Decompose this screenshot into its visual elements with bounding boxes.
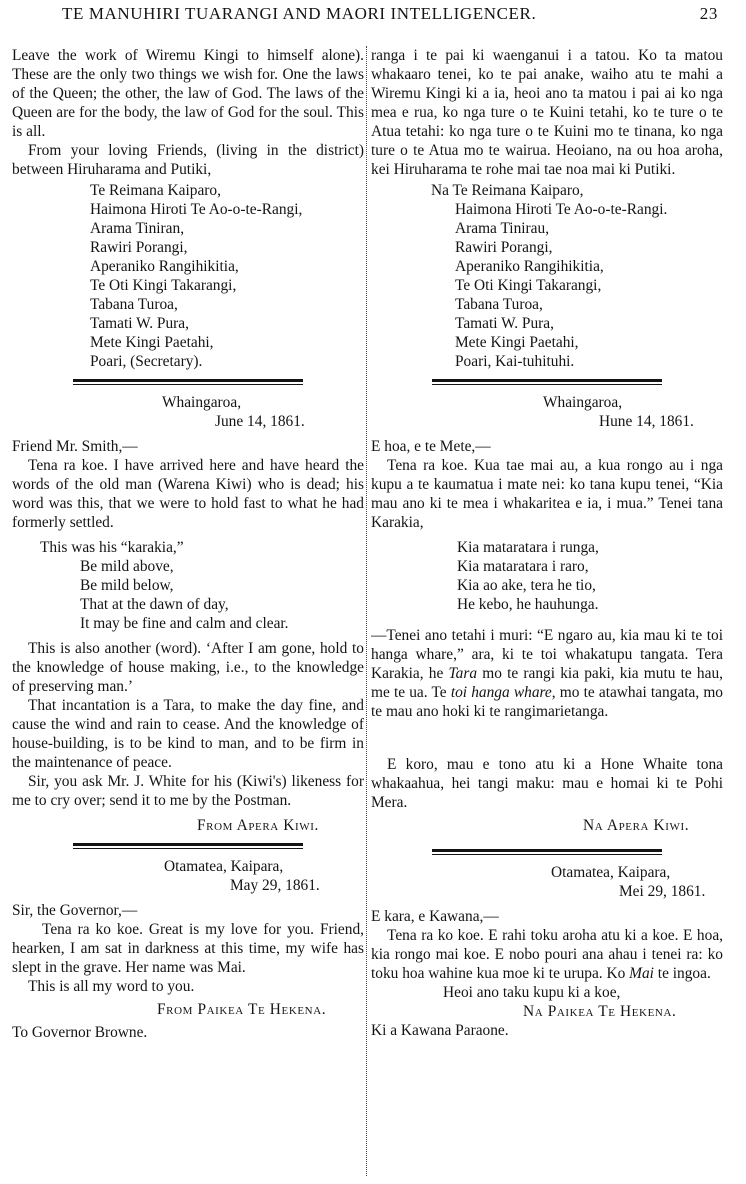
letter1-signatories — [12, 181, 364, 371]
letter2-date: June 14, 1861. — [215, 413, 305, 430]
letter2-salutation: E hoa, e te Mete,— — [371, 438, 491, 455]
letter3-paragraph: Tena ra ko koe. Great is my love for you. Friend, hearken, I am sat in darkness at this time, my wife has slept in the grave. Her name was Mai. — [12, 921, 364, 976]
letter3-date: May 29, 1861. — [230, 877, 320, 894]
signatory: Tabana Turoa, — [455, 296, 543, 313]
verse-line: He kebo, he hauhunga. — [457, 596, 599, 613]
letter2-paragraph: Sir, you ask Mr. J. White for his (Kiwi's) likeness for me to cry over; send it to me by the Postman. — [12, 773, 364, 809]
letter3-salutation: E kara, e Kawana,— — [371, 908, 499, 925]
signatory: Tabana Turoa, — [90, 296, 178, 313]
letter2-signature: From Apera Kiwi. — [197, 817, 319, 834]
signatory: Mete Kingi Paetahi, — [90, 334, 214, 351]
signatory: Aperaniko Rangihikitia, — [455, 258, 604, 275]
italic-term: toi hanga whare — [450, 684, 552, 701]
letter3-signature: From Paikea Te Hekena. — [157, 1001, 327, 1018]
letter2-signature: Na Apera Kiwi. — [583, 817, 690, 834]
letter2-place: Whaingaroa, — [543, 394, 623, 411]
letter3-place: Otamatea, Kaipara, — [164, 858, 284, 875]
section-divider — [73, 379, 303, 385]
section-divider — [432, 379, 662, 385]
letter2-verse — [371, 538, 723, 614]
verse-line: It may be fine and calm and clear. — [80, 615, 289, 632]
verse-line: Kia ao ake, tera he tio, — [457, 577, 596, 594]
letter2-paragraph: E koro, mau e tono atu ki a Hone Whaite tona whakaahua, hei tangi maku: mau e homai ki te Pohi Mera. — [371, 756, 723, 811]
letter1-paragraph: ranga i te pai ki waenganui i a tatou. Ko ta matou whakaaro tenei, ko te pai anake, waiho atu te mahi a Wiremu Kingi ki a ia, heoi ano ta matou i pai ai ko nga mea e rua, ko nga ture o te Kuini tetahi, ko te ture o te Atua tetahi: ko nga ture o te Kuini mo te tinana, ko nga ture o te Atua mo te wairua. Heoiano, na ou hoa aroha, kei Hiruharama te rohe mai tae noa mai ki Putiki. — [371, 47, 723, 178]
text-run: , mo te atawhai tangata, mo te mau ano hoki ki te rangimarietanga. — [371, 684, 723, 720]
letter2-karakia-intro: This was his “karakia,” — [40, 539, 184, 556]
verse-line: Be mild above, — [80, 558, 174, 575]
letter3-paragraph — [371, 926, 723, 983]
column-divider — [366, 46, 367, 1176]
page-header — [0, 4, 746, 30]
verse-line: Kia mataratara i runga, — [457, 539, 599, 556]
verse-line: That at the dawn of day, — [80, 596, 229, 613]
text-run: —Tenei ano tetahi i muri: “E ngaro au, kia mau ki te toi hanga whare,” ara, ki te toi whakatupu tangata. Tera Karakia, he — [371, 627, 723, 682]
section-divider — [432, 849, 662, 855]
text-run: mo te rangi kia paki, kia mutu te hau, me te ua. Te — [371, 665, 723, 701]
signatory: Arama Tiniran, — [90, 220, 185, 237]
letter2-paragraph: This is also another (word). ‘After I am gone, hold to the knowledge of house making, i.e., to the knowledge of preserving man.’ — [12, 640, 364, 695]
letter1-signatories — [371, 181, 723, 371]
page-number: 23 — [699, 4, 718, 23]
signatory: Na Te Reimana Kaiparo, — [431, 182, 584, 199]
letter2-date: Hune 14, 1861. — [599, 413, 694, 430]
italic-term: Tara — [448, 665, 478, 682]
signatory: Rawiri Porangi, — [455, 239, 553, 256]
letter1-paragraph: Leave the work of Wiremu Kingi to himself alone). These are the only two things we wish for. One the laws of the Queen; the other, the law of God. The laws of the Queen are for the body, the law of God for the soul. This is all. — [12, 47, 364, 140]
signatory: Haimona Hiroti Te Ao-o-te-Rangi, — [90, 201, 303, 218]
section-divider — [73, 843, 303, 849]
letter2-paragraph: Tena ra koe. Kua tae mai au, a kua rongo au i nga kupu a te kaumatua i mate nei: ko tana kupu tenei, “Kia mau ano ki te mea i whakaritea e ia, i mua.” Tenei tana Karakia, — [371, 457, 723, 531]
letter2-paragraph: Tena ra koe. I have arrived here and have heard the words of the old man (Warena Kiwi) who is dead; his word was this, that we were to hold fast to what he had formerly settled. — [12, 457, 364, 531]
maori-column — [371, 46, 723, 1176]
signatory: Tamati W. Pura, — [90, 315, 189, 332]
signatory: Arama Tinirau, — [455, 220, 550, 237]
letter2-paragraph: That incantation is a Tara, to make the day fine, and cause the wind and rain to cease. And the knowledge of house-building, is to be kind to man, and to be firm in the maintenance of peace. — [12, 697, 364, 771]
english-column — [12, 46, 364, 1176]
letter2-paragraph — [371, 626, 723, 721]
signatory: Poari, Kai-tuhituhi. — [455, 353, 575, 370]
verse-line: Be mild below, — [80, 577, 174, 594]
italic-term: Mai — [629, 965, 654, 982]
verse-line: Kia mataratara i raro, — [457, 558, 589, 575]
signatory: Poari, (Secretary). — [90, 353, 203, 370]
letter2-place: Whaingaroa, — [162, 394, 242, 411]
letter3-place: Otamatea, Kaipara, — [551, 864, 671, 881]
letter1-valediction: From your loving Friends, (living in the district) between Hiruharama and Putiki, — [12, 142, 364, 178]
signatory: Tamati W. Pura, — [455, 315, 554, 332]
signatory: Haimona Hiroti Te Ao-o-te-Rangi. — [455, 201, 668, 218]
signatory: Mete Kingi Paetahi, — [455, 334, 579, 351]
letter3-closing: Heoi ano taku kupu ki a koe, — [443, 984, 621, 1001]
letter3-addressee: Ki a Kawana Paraone. — [371, 1022, 509, 1039]
text-run: Tena ra ko koe. E rahi toku aroha atu ki a koe. E hoa, kia rongo mai koe. E nobo pouri ana ahau i tenei ra: ko toku hoa wahine kua moe ki te urupa. Ko — [371, 927, 723, 982]
letter3-paragraph: This is all my word to you. — [28, 978, 195, 995]
letter2-salutation: Friend Mr. Smith,— — [12, 438, 138, 455]
letter3-signature: Na Paikea Te Hekena. — [523, 1003, 677, 1020]
letter2-verse — [12, 557, 364, 633]
signatory: Aperaniko Rangihikitia, — [90, 258, 239, 275]
signatory: Rawiri Porangi, — [90, 239, 188, 256]
publication-title: TE MANUHIRI TUARANGI AND MAORI INTELLIGENCER. — [62, 4, 537, 23]
letter3-addressee: To Governor Browne. — [12, 1024, 148, 1041]
signatory: Te Oti Kingi Takarangi, — [455, 277, 602, 294]
signatory: Te Reimana Kaiparo, — [90, 182, 221, 199]
text-run: te ingoa. — [653, 965, 711, 982]
letter3-salutation: Sir, the Governor,— — [12, 902, 138, 919]
letter3-date: Mei 29, 1861. — [619, 883, 706, 900]
signatory: Te Oti Kingi Takarangi, — [90, 277, 237, 294]
